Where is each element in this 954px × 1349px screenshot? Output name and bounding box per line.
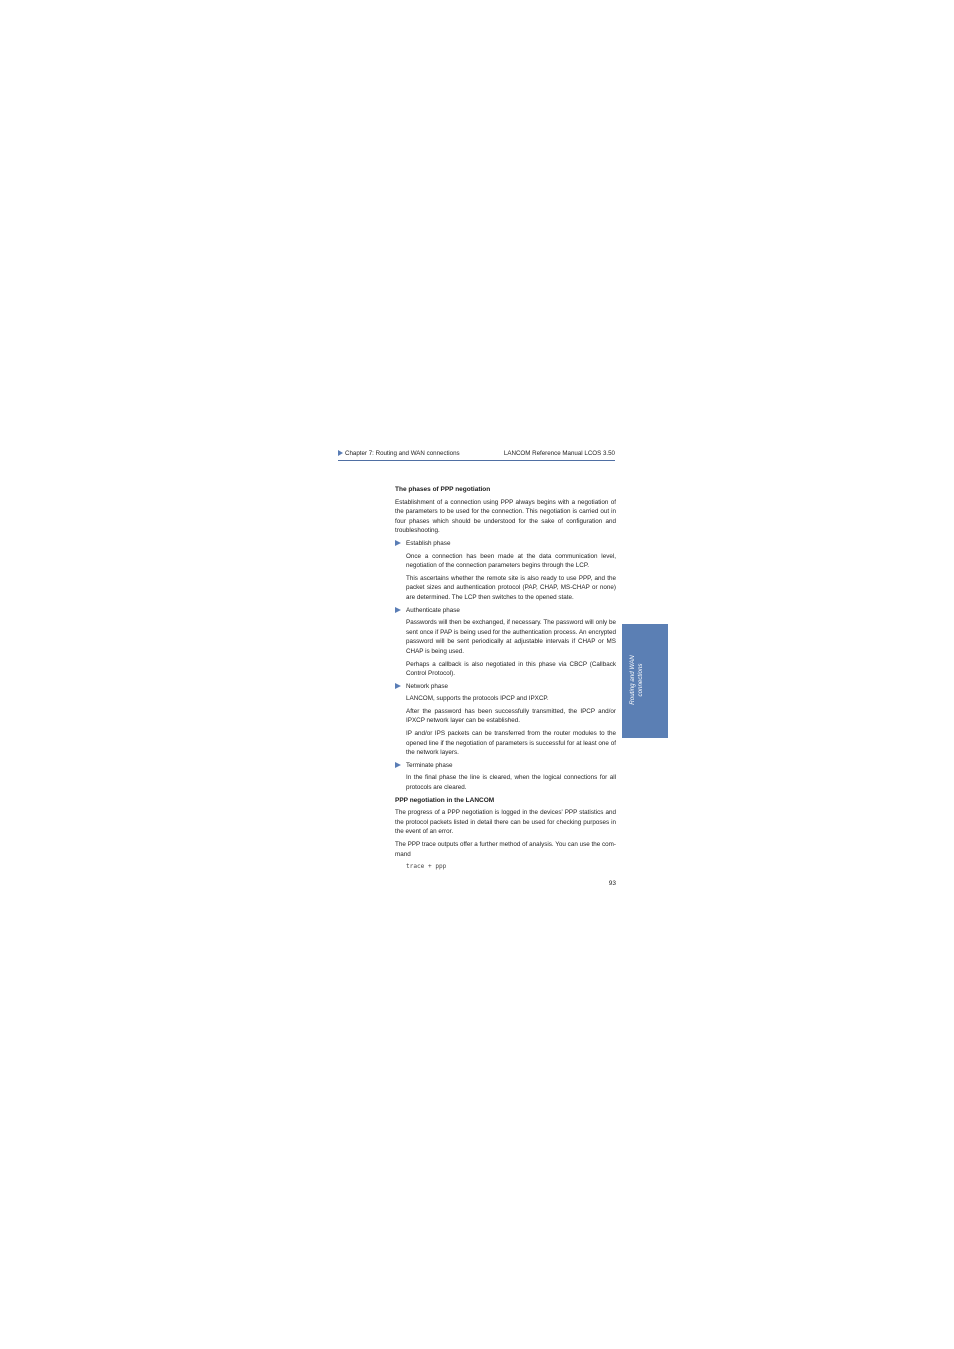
phase-paragraph: IP and/or IPS packets can be transferred from the router modules to the opened line if the negotiation of parameters is successful for at least one of the network layers. xyxy=(406,730,616,757)
side-tab-line: connections xyxy=(637,663,644,697)
phase-item xyxy=(395,606,616,616)
phase-title: Authenticate phase xyxy=(406,606,460,614)
intro-paragraph: Establishment of a connection using PPP always begins with a negotiation of the parameters to be used for the connection. This negotiation is carried out in four phases which should be understood for the sake of configuration and troubleshooting. xyxy=(395,498,616,535)
page-number: 93 xyxy=(608,880,616,887)
phase-item xyxy=(395,682,616,692)
phase-paragraph: After the password has been successfully transmitted, the IPCP and/or IPXCP network layer can be established. xyxy=(406,707,616,725)
phase-paragraph: In the final phase the line is cleared, when the logical connections for all protocols are cleared. xyxy=(406,774,616,792)
code-command: trace + ppp xyxy=(406,863,447,871)
phase-paragraph: Passwords will then be exchanged, if necessary. The password will only be sent once if PAP is being used for the authentication process. An encrypted password will be sent periodically at adjustable intervals if CHAP or MS CHAP is being used. xyxy=(406,619,616,655)
side-tab-label xyxy=(629,642,659,718)
arrow-right-icon xyxy=(395,540,401,546)
phase-paragraph: LANCOM, supports the protocols IPCP and IPXCP. xyxy=(406,695,549,703)
chapter-title: Chapter 7: Routing and WAN connections xyxy=(345,450,460,457)
arrow-right-icon xyxy=(338,450,343,456)
body-paragraph: The progress of a PPP negotiation is logged in the devices' PPP statistics and the protocol packets listed in detail there can be used for checking purposes in the event of an error. xyxy=(395,809,616,836)
side-tab-line: Routing and WAN xyxy=(629,655,636,705)
arrow-right-icon xyxy=(395,607,401,613)
page-content xyxy=(395,485,616,872)
section-heading: PPP negotiation in the LANCOM xyxy=(395,796,495,804)
chapter-side-tab xyxy=(622,624,668,738)
phase-item xyxy=(395,761,616,771)
phase-paragraph: Once a connection has been made at the data communication level, negotiation of the connection parameters begins through the LCP. xyxy=(406,552,616,570)
arrow-right-icon xyxy=(395,762,401,768)
phase-title: Terminate phase xyxy=(406,761,453,769)
phase-item xyxy=(395,539,616,549)
header-chapter xyxy=(338,450,460,457)
phase-paragraph: This ascertains whether the remote site is also ready to use PPP, and the packet sizes and authentication protocol (PAP, CHAP, MS-CHAP or none) are determined. The LCP then switches to the opened state. xyxy=(406,574,616,601)
manual-title: LANCOM Reference Manual LCOS 3.50 xyxy=(503,450,615,457)
running-header xyxy=(338,449,615,461)
arrow-right-icon xyxy=(395,683,401,689)
phase-title: Network phase xyxy=(406,682,448,690)
section-heading: The phases of PPP negotiation xyxy=(395,486,491,493)
body-paragraph: The PPP trace outputs offer a further method of analysis. You can use the com-mand xyxy=(395,841,616,858)
phase-title: Establish phase xyxy=(406,539,451,547)
phase-paragraph: Perhaps a callback is also negotiated in this phase via CBCP (Callback Control Protocol). xyxy=(406,660,616,678)
